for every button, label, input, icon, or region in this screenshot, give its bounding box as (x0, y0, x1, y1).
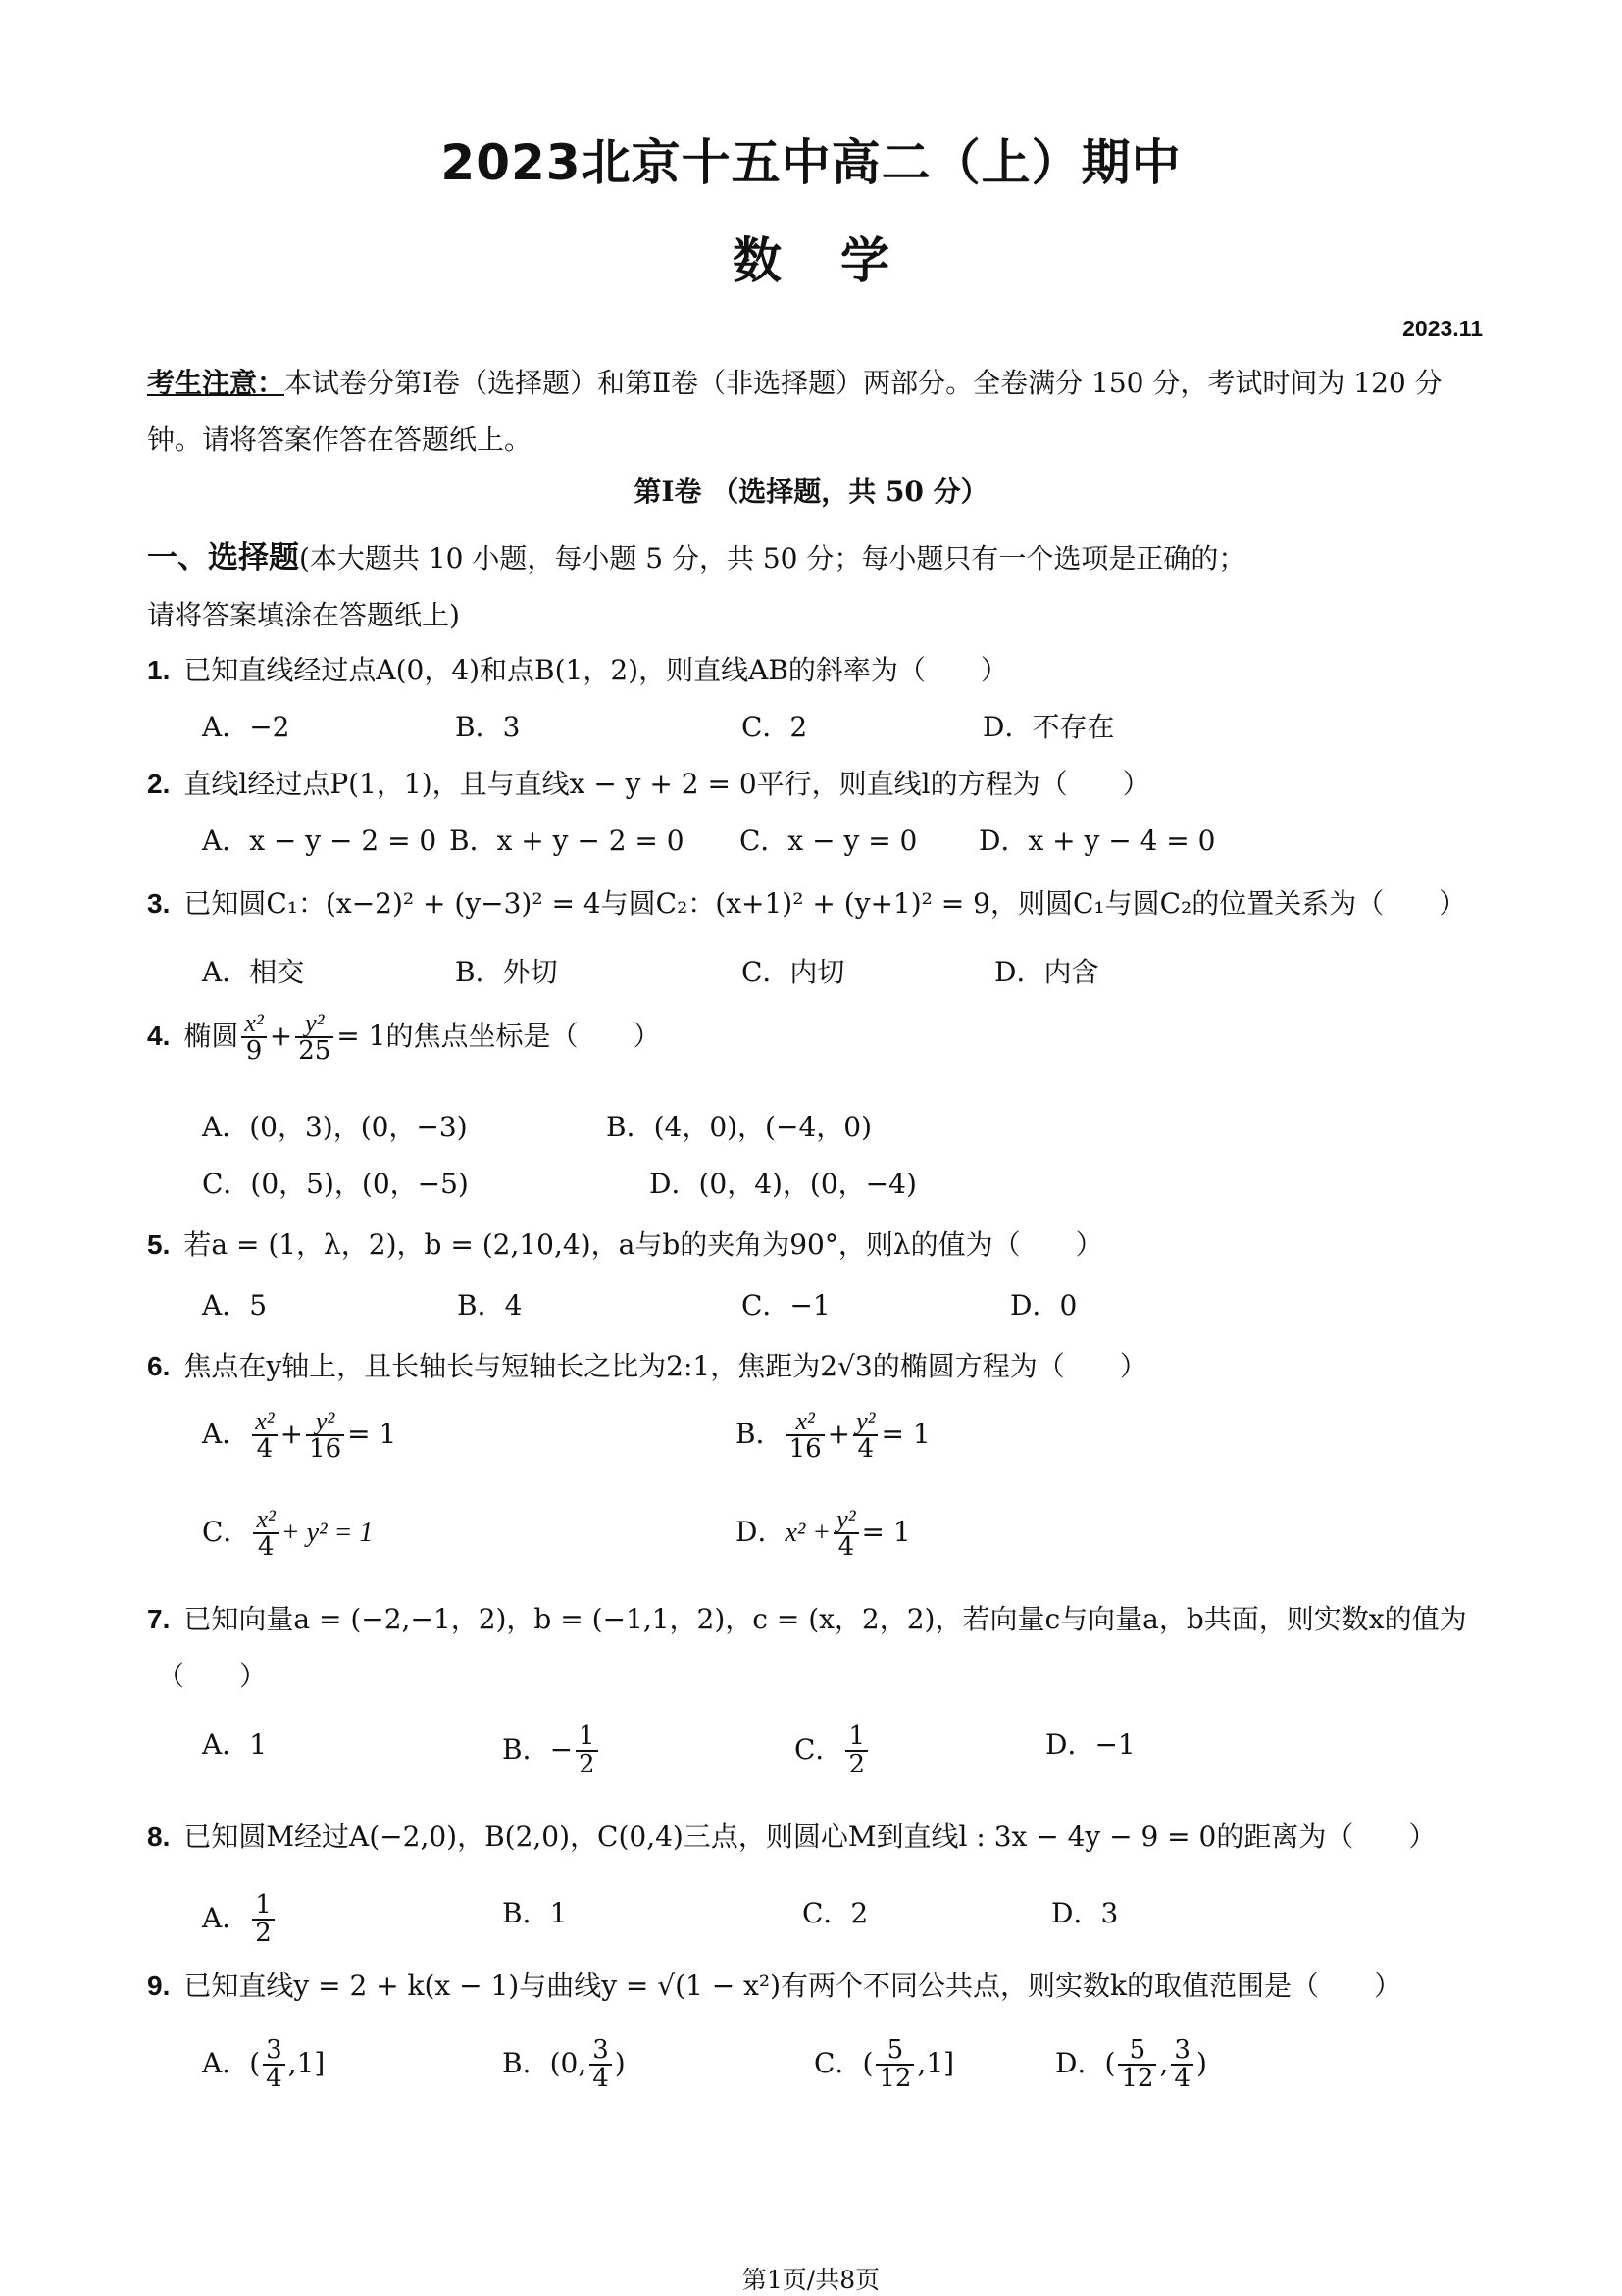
option-b: B．− $\frac{1}{2}$ (502, 1723, 601, 1779)
question-stem: 已知圆M经过A(−2,0)，B(2,0)，C(0,4)三点，则圆心M到直线l : 3x − 4y − 9 = 0的距离为（ ） (183, 1821, 1437, 1853)
option-a: A．相交 (202, 956, 305, 988)
fraction: $\frac{\text{y²}}{4}$ (853, 1408, 878, 1464)
option-a: A． $\frac{1}{2}$ (202, 1892, 278, 1948)
fraction: $\frac{\text{x²}}{16}$ (786, 1408, 825, 1464)
option-c: C．x − y = 0 (739, 824, 918, 857)
fraction: $\frac{\text{x²}}{9}$ (241, 1010, 266, 1066)
fraction: $\frac{\text{y²}}{16}$ (306, 1408, 344, 1464)
fraction: $\frac{1}{2}$ (845, 1723, 868, 1779)
option-d: D．内含 (994, 956, 1099, 988)
question-9 (147, 1965, 1483, 2004)
question-number: 8. (147, 1822, 171, 1852)
option-d: D．( $\frac{5}{12}$ , $\frac{3}{4}$ ) (1055, 2035, 1207, 2094)
option-a: A．(0，3)，(0，−3) (202, 1111, 468, 1143)
section-one-header (147, 529, 1483, 644)
option-d: D．0 (1010, 1289, 1078, 1322)
question-number: 2. (147, 769, 171, 799)
question-number: 9. (147, 1971, 171, 2001)
question-6 (147, 1345, 1483, 1384)
option-b: B．(0, $\frac{3}{4}$ ) (502, 2035, 626, 2094)
fraction: $\frac{\text{x²}}{4}$ (252, 1408, 277, 1464)
option-d: D．x² + $\frac{\text{y²}}{4}$ = 1 (735, 1505, 911, 1563)
option-c: C． $\frac{1}{2}$ (794, 1723, 871, 1779)
section-one-description: (本大题共 10 小题，每小题 5 分，共 50 分；每小题只有一个选项是正确的； (299, 542, 1246, 574)
option-b: B．4 (457, 1289, 523, 1322)
option-b: B．(4，0)，(−4，0) (606, 1111, 872, 1143)
option-c: C．−1 (741, 1289, 831, 1322)
option-a: A．1 (202, 1728, 268, 1761)
option-a: A． $\frac{\text{x²}}{4}$ + $\frac{\text{y²}}{16}$ = 1 (202, 1407, 397, 1465)
section-one-heading: 一、选择题 (147, 540, 299, 575)
option-d: D．−1 (1045, 1728, 1136, 1761)
question-8 (147, 1816, 1483, 1855)
question-2 (147, 763, 1483, 802)
question-stem: 直线l经过点P(1，1)，且与直线x − y + 2 = 0平行，则直线l的方程为（ ） (183, 768, 1150, 800)
question-7 (147, 1598, 1483, 1637)
fraction: $\frac{\text{y²}}{25}$ (295, 1010, 333, 1066)
subject-title: 数学 (733, 232, 948, 289)
question-number: 6. (147, 1351, 171, 1381)
option-b: B．x + y − 2 = 0 (449, 824, 684, 857)
fraction: $\frac{1}{2}$ (252, 1892, 275, 1948)
question-number: 3. (147, 888, 171, 919)
question-3 (147, 882, 1483, 922)
section-one-description-2: 请将答案填涂在答题纸上) (147, 599, 460, 631)
question-stem: 焦点在y轴上，且长轴长与短轴长之比为2:1，焦距为2√3的椭圆方程为（ ） (183, 1350, 1147, 1382)
option-d: D．不存在 (983, 711, 1115, 743)
option-b: B．1 (502, 1897, 568, 1929)
fraction: $\frac{3}{4}$ (263, 2037, 285, 2093)
option-d: D．(0，4)，(0，−4) (649, 1168, 917, 1200)
question-stem: 已知直线y = 2 + k(x − 1)与曲线y = √(1 − x²)有两个不同公共点，则实数k的取值范围是（ ） (183, 1970, 1402, 2002)
question-number: 4. (147, 1020, 171, 1051)
option-c: C．2 (802, 1897, 869, 1929)
fraction: $\frac{3}{4}$ (1171, 2037, 1193, 2093)
fraction: $\frac{5}{12}$ (1118, 2037, 1156, 2093)
question-stem-post: = 1的焦点坐标是（ ） (336, 1019, 661, 1052)
page-footer: 第1页/共8页 (741, 2266, 881, 2294)
option-b: B． $\frac{\text{x²}}{16}$ + $\frac{\text{y²}}{4}$ = 1 (735, 1407, 931, 1465)
fraction: $\frac{\text{x²}}{4}$ (253, 1506, 278, 1562)
notice-label: 考生注意： (147, 367, 285, 399)
fraction: $\frac{\text{y²}}{4}$ (834, 1506, 858, 1562)
question-number: 1. (147, 655, 171, 685)
fraction: $\frac{3}{4}$ (589, 2037, 612, 2093)
question-stem: 已知向量a = (−2,−1，2)，b = (−1,1，2)，c = (x，2，2)，若向量c与向量a，b共面，则实数x的值为 (183, 1603, 1467, 1635)
exam-date: 2023.11 (1402, 316, 1483, 341)
option-a: A．−2 (202, 711, 290, 743)
question-7-bracket: （ ） (157, 1660, 268, 1692)
fraction: $\frac{1}{2}$ (576, 1723, 598, 1779)
exam-title: 2023北京十五中高二（上）期中 (440, 134, 1182, 191)
part-one-title: 第Ⅰ卷 （选择题，共 50 分） (634, 475, 988, 508)
question-stem-pre: 椭圆 (183, 1019, 239, 1052)
question-5 (147, 1223, 1483, 1263)
question-number: 7. (147, 1604, 171, 1634)
option-c: C．(0，5)，(0，−5) (202, 1168, 469, 1200)
option-a: A．x − y − 2 = 0 (202, 824, 437, 857)
option-c: C． $\frac{\text{x²}}{4}$ + y² = 1 (202, 1505, 374, 1563)
notice-text: 本试卷分第Ⅰ卷（选择题）和第Ⅱ卷（非选择题）两部分。全卷满分 150 分，考试时间为 120 分钟。请将答案作答在答题纸上。 (147, 367, 1443, 456)
question-stem: 若a = (1，λ，2)，b = (2,10,4)，a与b的夹角为90°，则λ的值为（ ） (183, 1228, 1103, 1261)
option-b: B．外切 (455, 956, 558, 988)
question-1 (147, 649, 1483, 688)
question-stem: 已知直线经过点A(0，4)和点B(1，2)，则直线AB的斜率为（ ） (183, 654, 1008, 686)
option-a: A．( $\frac{3}{4}$ ,1] (202, 2035, 326, 2094)
option-d: D．x + y − 4 = 0 (979, 824, 1216, 857)
fraction: $\frac{5}{12}$ (876, 2037, 914, 2093)
candidate-notice (147, 355, 1483, 469)
question-stem: 已知圆C₁：(x−2)² + (y−3)² = 4与圆C₂：(x+1)² + (y+1)² = 9，则圆C₁与圆C₂的位置关系为（ ） (183, 887, 1467, 920)
question-4: 4. 椭圆 $\frac{\text{x²}}{9}$ + $\frac{\text{y²}}{25}$ = 1的焦点坐标是（ ） (147, 1009, 661, 1067)
question-number: 5. (147, 1229, 171, 1260)
option-a: A．5 (202, 1289, 268, 1322)
option-c: C．( $\frac{5}{12}$ ,1] (814, 2035, 955, 2094)
option-b: B．3 (455, 711, 521, 743)
option-c: C．内切 (741, 956, 845, 988)
option-c: C．2 (741, 711, 808, 743)
option-d: D．3 (1051, 1897, 1119, 1929)
